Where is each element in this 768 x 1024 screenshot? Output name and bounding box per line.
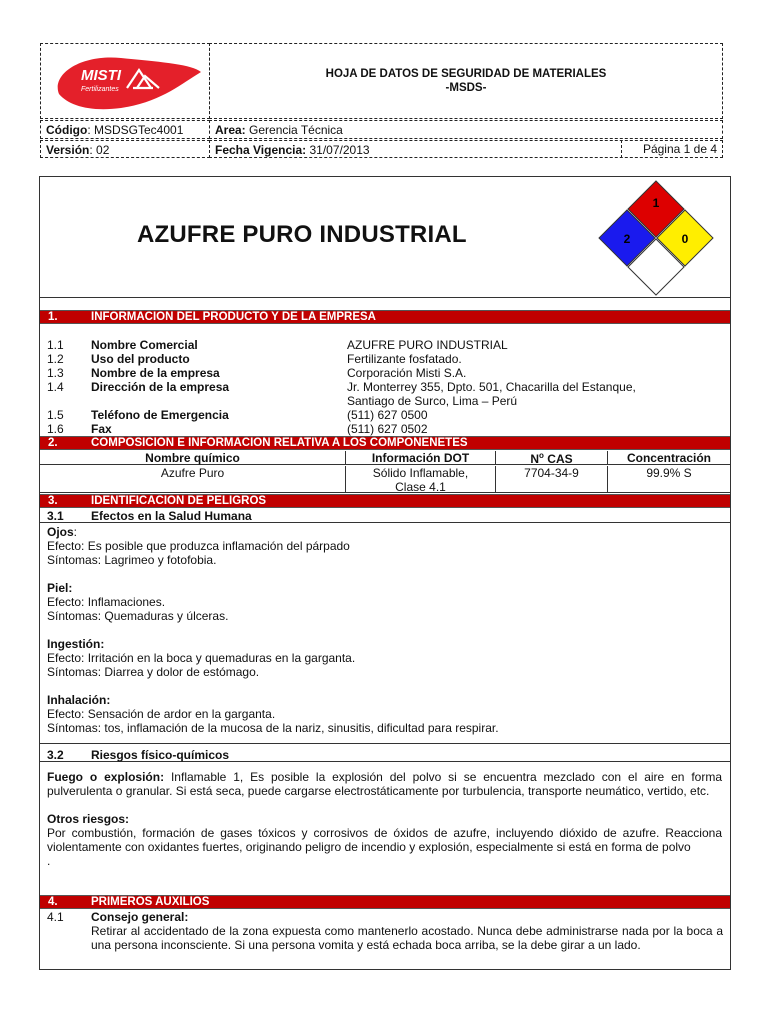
subsection-title: Efectos en la Salud Humana — [91, 509, 252, 523]
logo-subtext: Fertilizantes — [81, 86, 119, 93]
row-value: Fertilizante fosfatado. — [347, 352, 462, 366]
version-cell — [40, 140, 210, 158]
fecha-cell — [209, 140, 723, 158]
divider — [40, 743, 730, 744]
version-value: : 02 — [89, 143, 110, 157]
document-title-cell — [209, 43, 723, 119]
codigo-label: Código — [46, 123, 88, 137]
row-number: 1.3 — [47, 366, 64, 380]
composition-table-header — [40, 451, 730, 465]
section-4-header — [40, 895, 730, 909]
text-fuego: Inflamable 1, Es posible la explosión del polvo si se encuentra mezclado con el aire en forma pulverulenta o granular. Si está seca, puede cargarse electrostáticamente por turbulencia, transporte neumático, vertido, etc. — [47, 770, 722, 798]
section-1-header — [40, 310, 730, 324]
text-line: Efecto: Sensación de ardor en la garganta. — [47, 707, 276, 721]
row-label: Fax — [91, 422, 112, 436]
text-otros: Por combustión, formación de gases tóxicos y corrosivos de óxidos de azufre, incluyendo dióxido de azufre. Reacciona violentamente con oxidantes fuertes, originando peligro de incendio y explosión, especialmente si está en forma de polvo — [47, 826, 722, 854]
logo-cell — [40, 43, 210, 119]
row-value: Santiago de Surco, Lima – Perú — [347, 394, 518, 408]
fecha-value: 31/07/2013 — [306, 143, 370, 157]
text-line: Síntomas: Quemaduras y úlceras. — [47, 609, 229, 623]
subsection-number: 4.1 — [47, 910, 64, 924]
page-number: Página 1 de 4 — [621, 140, 722, 158]
document-header — [40, 43, 723, 158]
cas-label: CAS — [543, 452, 573, 466]
divider — [40, 297, 730, 298]
row-number: 1.2 — [47, 352, 64, 366]
subsection-header — [40, 748, 730, 762]
heading-inhalacion: Inhalación: — [47, 693, 111, 707]
row-value: (511) 627 0500 — [347, 408, 428, 422]
cas-n: N — [530, 452, 540, 466]
codigo-cell — [40, 120, 210, 139]
column-header: Concentración — [626, 451, 711, 465]
colon: : — [73, 525, 78, 539]
cas-o: o — [539, 451, 544, 460]
msds-body — [39, 176, 731, 970]
section-number: 2. — [48, 437, 58, 449]
physical-risks-block — [47, 770, 722, 868]
subsection-number: 3.2 — [47, 748, 64, 762]
version-label: Versión — [46, 143, 90, 157]
document-subtitle: -MSDS- — [445, 82, 487, 94]
first-aid-text: Retirar al accidentado de la zona expuesta como mantenerlo acostado. Nunca debe administrarse nada por la boca a una persona inconsciente. Si una persona vomita y está echada boca arriba, se la debe girar a un lado. — [91, 924, 723, 952]
text-line: Síntomas: Lagrimeo y fotofobia. — [47, 553, 217, 567]
subsection-title: Riesgos físico-químicos — [91, 748, 230, 762]
text-line: Efecto: Irritación en la boca y quemaduras en la garganta. — [47, 651, 356, 665]
text-line: Síntomas: Diarrea y dolor de estómago. — [47, 665, 260, 679]
section-title: IDENTIFICACION DE PELIGROS — [91, 495, 267, 507]
text-line: Efecto: Inflamaciones. — [47, 595, 166, 609]
subsection-header — [40, 509, 730, 523]
heading-otros: Otros riesgos: — [47, 812, 130, 826]
row-label: Nombre de la empresa — [91, 366, 220, 380]
misti-logo — [41, 44, 209, 118]
health-effects-block — [47, 525, 722, 735]
section-number: 4. — [48, 896, 58, 908]
section-title: PRIMEROS AUXILIOS — [91, 896, 210, 908]
section-title: COMPOSICION E INFORMACION RELATIVA A LOS COMPONENETES — [91, 437, 468, 449]
row-label: Nombre Comercial — [91, 338, 198, 352]
text-dot: . — [47, 854, 51, 868]
row-number: 1.1 — [47, 338, 64, 352]
heading-fuego: Fuego o explosión: — [47, 770, 165, 784]
table-cell: Clase 4.1 — [395, 480, 446, 494]
row-value: Corporación Misti S.A. — [347, 366, 467, 380]
nfpa-diamond-icon — [594, 179, 718, 297]
text-line: Síntomas: tos, inflamación de la mucosa de la nariz, sinusitis, dificultad para respirar. — [47, 721, 499, 735]
subsection-number: 3.1 — [47, 509, 64, 523]
row-label: Uso del producto — [91, 352, 190, 366]
column-header: Nombre químico — [40, 451, 346, 464]
subsection-title: Consejo general: — [91, 910, 189, 924]
area-label: Area: — [215, 123, 246, 137]
table-cell: 7704-34-9 — [524, 466, 579, 480]
row-label: Teléfono de Emergencia — [91, 408, 229, 422]
heading-ingestion: Ingestión: — [47, 637, 105, 651]
table-cell: Azufre Puro — [160, 466, 225, 480]
product-title: AZUFRE PURO INDUSTRIAL — [137, 221, 467, 248]
document-title: HOJA DE DATOS DE SEGURIDAD DE MATERIALES — [325, 68, 607, 80]
row-value: (511) 627 0502 — [347, 422, 428, 436]
heading-ojos: Ojos — [47, 525, 74, 539]
row-value: Jr. Monterrey 355, Dpto. 501, Chacarilla del Estanque, — [347, 380, 636, 394]
section-2-header — [40, 436, 730, 450]
area-value: Gerencia Técnica — [245, 123, 343, 137]
logo-text: MISTI — [81, 67, 121, 84]
column-header-cas — [496, 451, 608, 464]
table-cell: 99.9% S — [646, 466, 692, 480]
heading-piel: Piel: — [47, 581, 73, 595]
row-number: 1.4 — [47, 380, 64, 394]
nfpa-right-value: 0 — [681, 232, 689, 246]
section-3-header — [40, 494, 730, 508]
section-number: 1. — [48, 311, 58, 323]
column-header: Información DOT — [346, 451, 496, 464]
row-number: 1.5 — [47, 408, 64, 422]
text-line: Efecto: Es posible que produzca inflamación del párpado — [47, 539, 350, 553]
nfpa-left-value: 2 — [623, 232, 631, 246]
table-cell: Sólido Inflamable, — [372, 466, 469, 480]
section-title: INFORMACION DEL PRODUCTO Y DE LA EMPRESA — [91, 311, 376, 323]
section-number: 3. — [48, 495, 58, 507]
table-row — [40, 466, 730, 493]
row-value: AZUFRE PURO INDUSTRIAL — [347, 338, 508, 352]
nfpa-top-value: 1 — [652, 196, 660, 210]
fecha-label: Fecha Vigencia: — [215, 143, 307, 157]
area-cell — [209, 120, 723, 139]
row-number: 1.6 — [47, 422, 64, 436]
row-label: Dirección de la empresa — [91, 380, 230, 394]
codigo-value: : MSDSGTec4001 — [87, 123, 184, 137]
